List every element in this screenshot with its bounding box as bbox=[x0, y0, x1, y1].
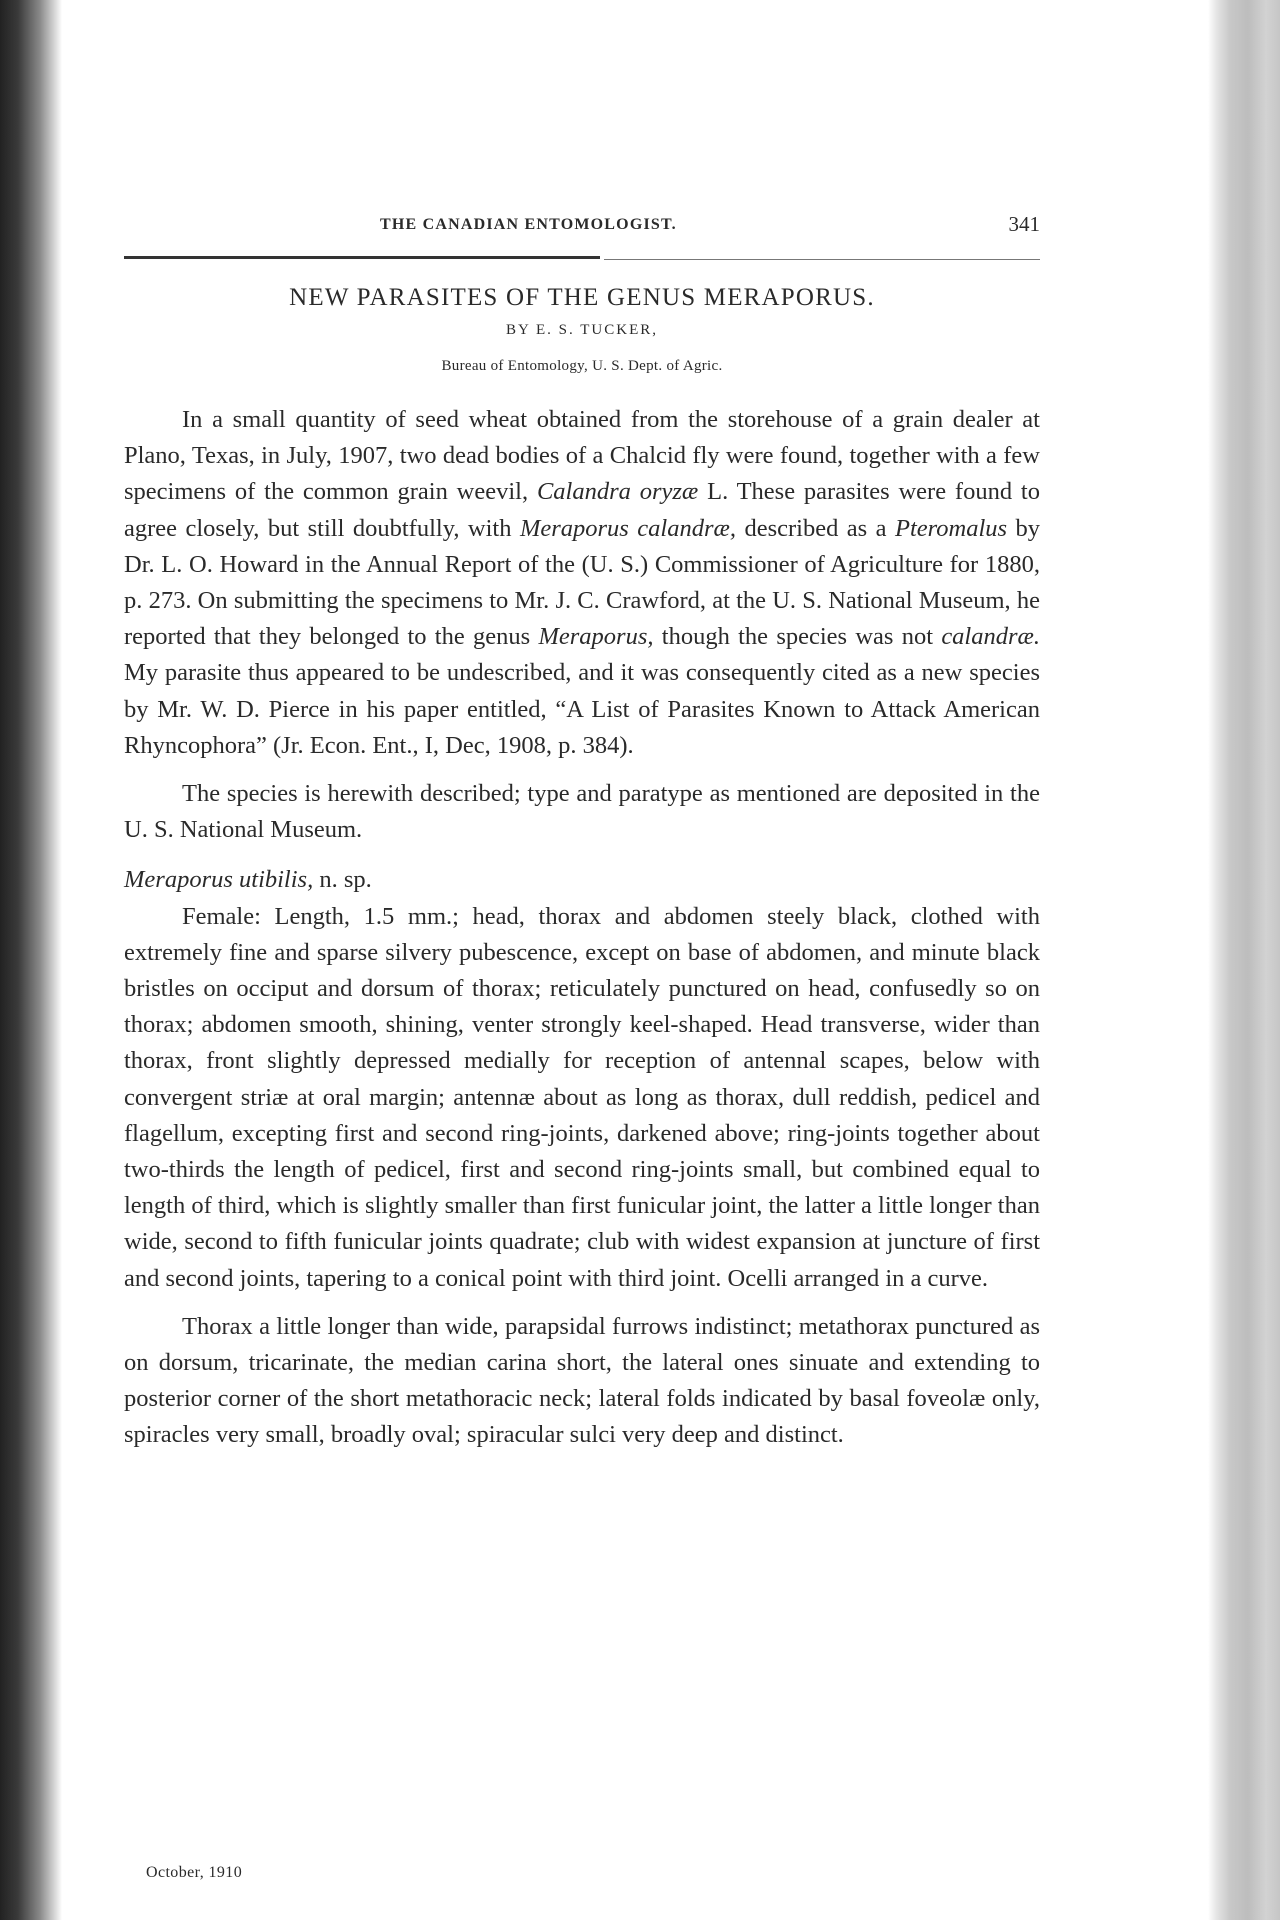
genus-name-italic: Meraporus, bbox=[538, 623, 654, 651]
paragraph-introduction: In a small quantity of seed wheat obtained from the storehouse of a grain dealer at Plano, Texas, in July, 1907, two dead bodies of a Chalcid fly were found, together with a few specimens of the common grain weevil, Calandra oryzæ L. These parasites were found to agree closely, but still doubtfully, with Meraporus calandræ, described as a Pteromalus by Dr. L. O. Howard in the Annual Report of the (U. S.) Commissioner of Agriculture for 1880, p. 273. On submitting the specimens to Mr. J. C. Crawford, at the U. S. National Museum, he reported that they belonged to the genus Meraporus, though the species was not calandræ. My parasite thus appeared to be undescribed, and it was consequently cited as a new species by Mr. W. D. Pierce in his paper entitled, “A List of Parasites Known to Attack American Rhyncophora” (Jr. Econ. Ent., I, Dec, 1908, p. 384). bbox=[124, 406, 1041, 759]
species-heading-name: Meraporus utibilis, bbox=[124, 866, 314, 894]
journal-title: THE CANADIAN ENTOMOLOGIST. bbox=[380, 216, 677, 233]
article-body bbox=[124, 402, 1040, 1454]
species-heading bbox=[124, 862, 1040, 898]
author-affiliation: Bureau of Entomology, U. S. Dept. of Agric. bbox=[441, 358, 723, 374]
article-title: NEW PARASITES OF THE GENUS MERAPORUS. bbox=[289, 284, 875, 311]
issue-date: October, 1910 bbox=[146, 1864, 243, 1881]
paragraph-deposit-note: The species is herewith described; type and paratype as mentioned are deposited in the U. S. National Museum. bbox=[124, 780, 1040, 844]
running-head bbox=[124, 212, 1040, 242]
genus-name-italic: Pteromalus bbox=[894, 514, 1008, 542]
species-name-italic: calandræ. bbox=[941, 623, 1040, 651]
species-heading-suffix: n. sp. bbox=[313, 866, 372, 894]
scan-right-edge bbox=[1208, 0, 1280, 1920]
header-rule-thick bbox=[124, 256, 600, 259]
scan-left-edge bbox=[0, 0, 62, 1920]
header-rule-thin bbox=[604, 259, 1040, 260]
author-byline: BY E. S. TUCKER, bbox=[505, 322, 658, 338]
paragraph-thorax-description: Thorax a little longer than wide, parapsidal furrows indistinct; metathorax punctured as on dorsum, tricarinate, the median carina short, the lateral ones sinuate and extending to posterior corner of the short metathoracic neck; lateral folds indicated by basal foveolæ only, spiracles very small, broadly oval; spiracular sulci very deep and distinct. bbox=[124, 1312, 1040, 1449]
paragraph-female-description: Female: Length, 1.5 mm.; head, thorax and abdomen steely black, clothed with extremely fine and sparse silvery pubescence, except on base of abdomen, and minute black bristles on occiput and dorsum of thorax; reticulately punctured on head, confusedly so on thorax; abdomen smooth, shining, venter strongly keel-shaped. Head transverse, wider than thorax, front slightly depressed medially for reception of antennal scapes, below with convergent striæ at oral margin; antennæ about as long as thorax, dull reddish, pedicel and flagellum, excepting first and second ring-joints, darkened above; ring-joints together about two-thirds the length of pedicel, first and second ring-joints small, but combined equal to length of third, which is slightly smaller than first funicular joint, the latter a little longer than wide, second to fifth funicular joints quadrate; club with widest expansion at juncture of first and second joints, tapering to a conical point with third joint. Ocelli arranged in a curve. bbox=[124, 902, 1040, 1292]
page-number: 341 bbox=[1008, 212, 1040, 236]
species-name-italic: Calandra oryzæ bbox=[536, 478, 699, 506]
species-name-italic: Meraporus calandræ, bbox=[519, 514, 736, 542]
